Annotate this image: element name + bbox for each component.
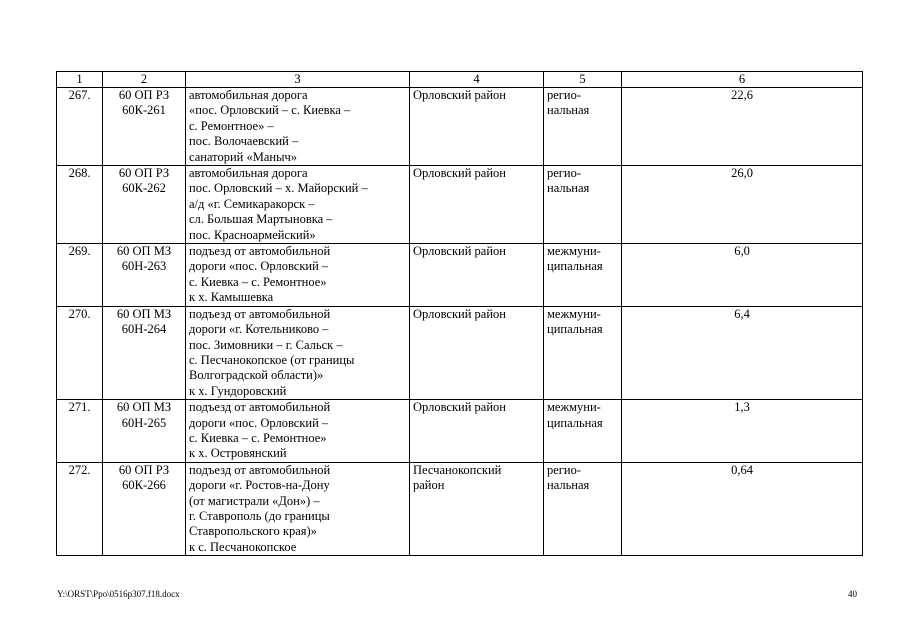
road-code-line: 60 ОП МЗ xyxy=(116,306,172,321)
road-code-line: 60 ОП МЗ xyxy=(116,400,172,415)
road-code-line: 60 ОП МЗ xyxy=(116,244,172,259)
road-type-line: регио- xyxy=(547,462,582,477)
road-length: 26,0 xyxy=(622,166,863,244)
road-name-line: автомобильная дорога xyxy=(189,166,308,181)
table-row xyxy=(57,244,863,307)
road-name-line: подъезд от автомобильной xyxy=(189,306,331,321)
row-number: 268. xyxy=(57,166,103,244)
road-code-line: 60Н-265 xyxy=(121,415,167,430)
row-number: 269. xyxy=(57,244,103,307)
road-name-line: автомобильная дорога xyxy=(189,88,308,102)
road-type-line: регио- xyxy=(547,166,582,181)
road-type-line: межмуни- xyxy=(547,306,601,321)
road-name-line: с. Ремонтное» – xyxy=(189,118,274,133)
district xyxy=(410,166,544,244)
road-name-line: с. Киевка – с. Ремонтное» xyxy=(189,430,327,445)
road-type-line: нальная xyxy=(547,478,590,493)
road-code-line: 60 ОП РЗ xyxy=(118,462,170,477)
road-name xyxy=(186,166,410,244)
road-name-line: сл. Большая Мартыновка – xyxy=(189,212,333,227)
district-line: Орловский район xyxy=(413,166,506,181)
district-line: Орловский район xyxy=(413,400,506,415)
row-number: 271. xyxy=(57,400,103,463)
road-name xyxy=(186,462,410,555)
road-code xyxy=(103,400,186,463)
column-header: 1 xyxy=(57,72,103,88)
road-name-line: пос. Волочаевский – xyxy=(189,134,299,149)
road-code xyxy=(103,244,186,307)
district-line: Орловский район xyxy=(413,88,506,102)
row-number: 272. xyxy=(57,462,103,555)
district xyxy=(410,244,544,307)
road-name-line: пос. Орловский – х. Майорский – xyxy=(189,181,368,196)
district xyxy=(410,462,544,555)
road-name-line: к х. Островянский xyxy=(189,446,287,461)
road-length: 1,3 xyxy=(622,400,863,463)
road-name-line: Волгоградской области)» xyxy=(189,368,324,383)
road-name-line: подъезд от автомобильной xyxy=(189,244,331,259)
road-name-line: дороги «пос. Орловский – xyxy=(189,259,329,274)
district-line: Орловский район xyxy=(413,244,506,259)
road-type xyxy=(544,306,622,399)
road-name-line: подъезд от автомобильной xyxy=(189,400,331,415)
road-type-line: нальная xyxy=(547,181,590,196)
road-type-line: нальная xyxy=(547,103,590,118)
road-name-line: Ставропольского края)» xyxy=(189,524,317,539)
road-name-line: с. Киевка – с. Ремонтное» xyxy=(189,274,327,289)
district xyxy=(410,88,544,166)
row-number: 270. xyxy=(57,306,103,399)
road-name xyxy=(186,306,410,399)
road-code-line: 60 ОП РЗ xyxy=(118,166,170,181)
road-name xyxy=(186,400,410,463)
road-length: 0,64 xyxy=(622,462,863,555)
road-name-line: дороги «пос. Орловский – xyxy=(189,415,329,430)
district-line: Песчанокопский xyxy=(413,462,502,477)
road-type-line: ципальная xyxy=(547,322,603,337)
column-header: 4 xyxy=(410,72,544,88)
road-name-line: санаторий «Маныч» xyxy=(189,149,298,164)
road-name-line: «пос. Орловский – с. Киевка – xyxy=(189,103,351,118)
column-header: 2 xyxy=(103,72,186,88)
district xyxy=(410,306,544,399)
road-code-line: 60К-266 xyxy=(122,478,166,493)
road-name-line: пос. Зимовники – г. Сальск – xyxy=(189,337,343,352)
road-code-line: 60К-261 xyxy=(122,103,166,118)
roads-table xyxy=(56,71,863,556)
column-header: 6 xyxy=(622,72,863,88)
column-header: 3 xyxy=(186,72,410,88)
district xyxy=(410,400,544,463)
road-name-line: а/д «г. Семикаракорск – xyxy=(189,196,315,211)
road-name-line: к с. Песчанокопское xyxy=(189,539,297,554)
road-code-line: 60Н-264 xyxy=(121,322,167,337)
column-header: 5 xyxy=(544,72,622,88)
table-row xyxy=(57,166,863,244)
road-type xyxy=(544,166,622,244)
road-name-line: к х. Гундоровский xyxy=(189,383,287,398)
road-code xyxy=(103,306,186,399)
road-type xyxy=(544,462,622,555)
road-length: 6,4 xyxy=(622,306,863,399)
district-line: район xyxy=(413,478,445,493)
road-type xyxy=(544,244,622,307)
road-length: 6,0 xyxy=(622,244,863,307)
road-name-line: подъезд от автомобильной xyxy=(189,462,331,477)
table-header-row xyxy=(57,72,863,88)
table-row xyxy=(57,306,863,399)
road-type-line: ципальная xyxy=(547,415,603,430)
road-type-line: регио- xyxy=(547,88,582,102)
road-code-line: 60К-262 xyxy=(122,181,166,196)
road-type-line: ципальная xyxy=(547,259,603,274)
footer-file-path: Y:\ORST\Ppo\0516p307.f18.docx xyxy=(57,589,180,599)
road-code xyxy=(103,88,186,166)
road-name xyxy=(186,244,410,307)
road-name-line: пос. Красноармейский» xyxy=(189,227,316,242)
road-type-line: межмуни- xyxy=(547,400,601,415)
road-code xyxy=(103,166,186,244)
road-code-line: 60Н-263 xyxy=(121,259,167,274)
road-type-line: межмуни- xyxy=(547,244,601,259)
row-number: 267. xyxy=(57,88,103,166)
road-name-line: (от магистрали «Дон») – xyxy=(189,493,320,508)
road-name xyxy=(186,88,410,166)
road-type xyxy=(544,88,622,166)
road-name-line: к х. Камышевка xyxy=(189,290,274,305)
table-row xyxy=(57,88,863,166)
road-length: 22,6 xyxy=(622,88,863,166)
table-row xyxy=(57,400,863,463)
table-row xyxy=(57,462,863,555)
road-name-line: с. Песчанокопское (от границы xyxy=(189,352,355,367)
road-name-line: г. Ставрополь (до границы xyxy=(189,508,330,523)
road-code xyxy=(103,462,186,555)
road-name-line: дороги «г. Ростов-на-Дону xyxy=(189,478,330,493)
page-number: 40 xyxy=(848,589,857,599)
district-line: Орловский район xyxy=(413,306,506,321)
road-code-line: 60 ОП РЗ xyxy=(118,88,170,102)
road-type xyxy=(544,400,622,463)
road-name-line: дороги «г. Котельниково – xyxy=(189,322,329,337)
